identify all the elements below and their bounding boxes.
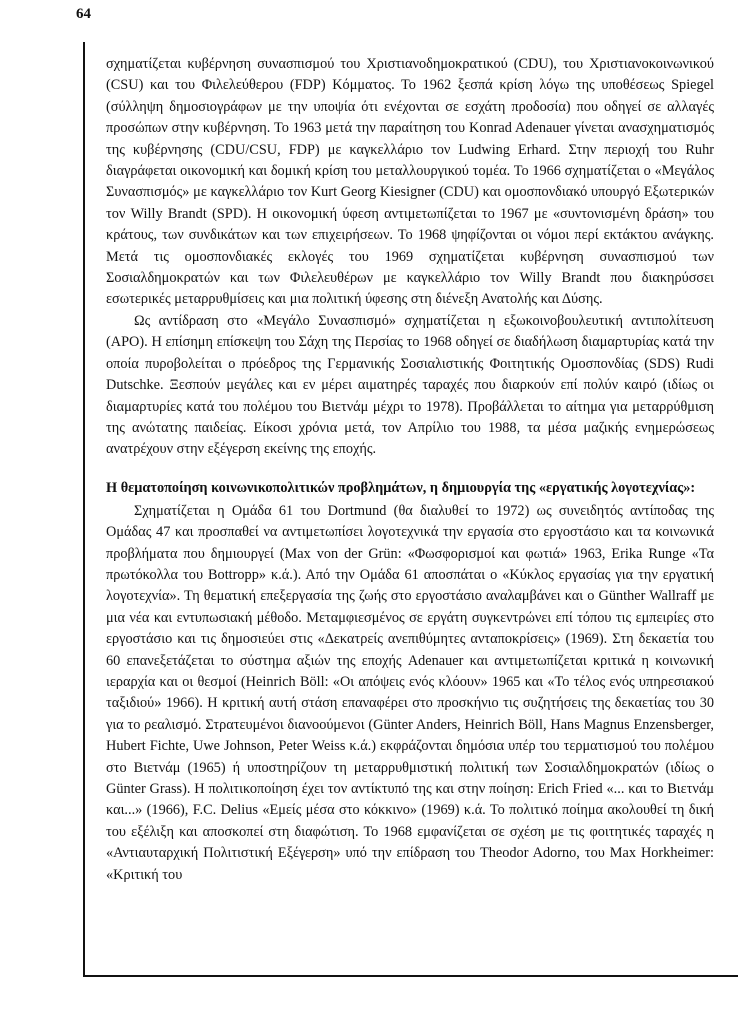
body-paragraph: Ως αντίδραση στο «Μεγάλο Συνασπισμό» σχηματίζεται η εξωκοινοβουλευτική αντιπολίτευση (APO). Η επίσημη επίσκεψη του Σάχη της Περσίας το 1968 οδηγεί σε διαδήλωση διαμαρτυρίας κατά την οποία πυροβολείται ο πρόεδρος της Γερμανικής Σοσιαλιστικής Φοιτητικής Ομοσπονδίας (SDS) Rudi Dutschke. Ξεσπούν μεγάλες και εν μέρει αιματηρές ταραχές που διαρκούν επί πολύν καιρό (ιδίως οι διαμαρτυρίες κατά του πολέμου του Βιετνάμ μέχρι το 1978). Προβάλλεται το αίτημα για μεταρρύθμιση της ανώτατης παιδείας. Είκοσι χρόνια μετά, τον Απρίλιο του 1988, τα μέσα μαζικής ενημερώσεως ανατρέχουν στην εξέγερση εκείνης της εποχής. bbox=[106, 312, 714, 458]
text-column bbox=[106, 54, 714, 886]
section-heading: Η θεματοποίηση κοινωνικοπολιτικών προβλημάτων, η δημιουργία της «εργατικής λογοτεχνίας»: bbox=[106, 479, 696, 496]
section-body-paragraph: Σχηματίζεται η Ομάδα 61 του Dortmund (θα διαλυθεί το 1972) ως συνειδητός αντίποδας της Ομάδας 47 και προσπαθεί να αντιμετωπίσει λογοτεχνικά την εργασία στο εργοστάσιο και τα κοινωνικά προβλήματα που δημιουργεί (Max von der Grün: «Φωσφορισμοί και φωτιά» 1963, Erika Runge «Τα πρωτόκολλα του Bottropp» κ.ά.). Από την Ομάδα 61 αποσπάται ο «Κύκλος εργασίας για την εργατική λογοτεχνία». Τη θεματική επεξεργασία της ζωής στο εργοστάσιο αναλαμβάνει και ο Günther Wallraff με μια νέα και εντυπωσιακή μέθοδο. Μεταμφιεσμένος σε εργάτη συγκεντρώνει επί τόπου τις εμπειρίες στο εργοστάσιο και τις δημοσιεύει στις «Δεκατρείς ανεπιθύμητες ανταποκρίσεις» (1969). Στη δεκαετία του 60 επανεξετάζεται το σύστημα αξιών της εποχής Adenauer και αντιμετωπίζεται κριτικά η κοινωνική ιεραρχία και οι θεσμοί (Heinrich Böll: «Οι απόψεις ενός κλόουν» 1965 και «Το τέλος ενός υπηρεσιακού ταξιδιού» 1966). Η κριτική αυτή στάση επαναφέρει στο προσκήνιο τις συζητήσεις της δεκαετίας του 30 για το ρεαλισμό. Στρατευμένοι διανοούμενοι (Günter Anders, Heinrich Böll, Hans Magnus Enzensberger, Hubert Fichte, Uwe Johnson, Peter Weiss κ.ά.) εκφράζονται δημόσια υπέρ του τερματισμού του πολέμου στο Βιετνάμ (1965) ή υποστηρίζουν τη μεταρρυθμιστική πολιτική των Σοσιαλδημοκρατών (ιδίως ο Günter Grass). Η πολιτικοποίηση έχει τον αντίκτυπό της και στην ποίηση: Erich Fried «... και το Βιετνάμ και...» (1966), F.C. Delius «Εμείς μέσα στο κόκκινο» (1969) κ.ά. Το πολιτικό ποίημα ακολουθεί τη δική του εξέλιξη και αποσκοπεί στη διαφώτιση. Το 1968 εμφανίζεται σε σχέση με τις φοιτητικές ταραχές η «Αντιαυταρχική Πολιτιστική Εξέγερση» υπό την επίδραση του Theodor Adorno, του Max Horkheimer: «Κριτική του bbox=[106, 502, 714, 883]
body-paragraph: σχηματίζεται κυβέρνηση συνασπισμού του Χριστιανοδημοκρατικού (CDU), του Χριστιανοκοινωνικού (CSU) και του Φιλελεύθερου (FDP) Κόμματος. Το 1962 ξεσπά κρίση λόγω της υποθέσεως Spiegel (σύλληψη δημοσιογράφων με την υποψία ότι ενέχονται σε εσχάτη προδοσία) που οδηγεί σε αλλαγές προσώπων στην κυβέρνηση. Το 1963 μετά την παραίτηση του Konrad Adenauer γίνεται ανασχηματισμός της κυβέρνησης (CDU/CSU, FDP) με καγκελλάριο τον Ludwing Erhard. Στην περιοχή του Ruhr διαγράφεται οικονομική και δομική κρίση του μεταλλουργικού τομέα. Το 1966 σχηματίζεται ο «Μεγάλος Συνασπισμός» με καγκελλάριο τον Kurt Georg Kiesigner (CDU) και ομοσπονδιακό υπουργό Εξωτερικών τον Willy Brandt (SPD). Η οικονομική ύφεση αντιμετωπίζεται το 1967 με «συντονισμένη δράση» του κράτους, των συνδικάτων και των επιχειρήσεων. Το 1968 ψηφίζονται οι νόμοι περί εκτάκτου ανάγκης. Μετά τις ομοσπονδιακές εκλογές του 1969 σχηματίζεται κυβέρνηση συνασπισμού των Σοσιαλδημοκρατών και των Φιλελευθέρων με καγκελλάριο τον Willy Brandt που διακηρύσσει εσωτερικές μεταρρυθμίσεις και μια πολιτική ύφεσης στη διένεξη Ανατολής και Δύσης. bbox=[106, 56, 714, 308]
page-number: 64 bbox=[76, 6, 91, 22]
